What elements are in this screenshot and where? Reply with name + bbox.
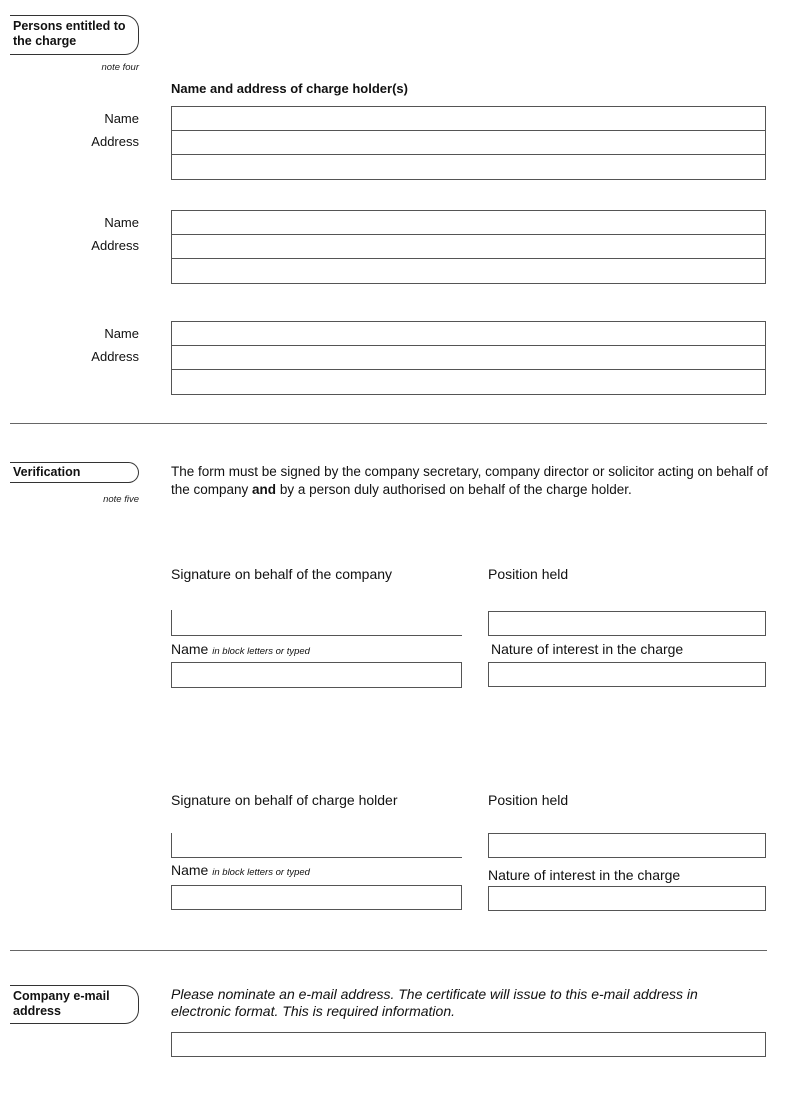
emphasis-and: and xyxy=(252,482,277,497)
section-divider-1 xyxy=(10,423,767,424)
verification-section-title: Verification xyxy=(13,465,81,479)
holder-name-hint: in block letters or typed xyxy=(212,867,310,878)
holder-1-address-field-1[interactable] xyxy=(171,130,766,155)
persons-section-title: Persons entitled to the charge xyxy=(13,19,126,48)
company-position-label: Position held xyxy=(488,566,569,582)
section-divider-2 xyxy=(10,950,767,951)
verification-instructions: The form must be signed by the company secretary, company director or solicitor acting on behalf of the company and by a person duly authorised on behalf of the charge holder. xyxy=(171,464,769,497)
holder-signature-label: Signature on behalf of charge holder xyxy=(171,792,398,808)
holder-1-name-field[interactable] xyxy=(171,106,766,131)
holder-2-address-label: Address xyxy=(91,238,139,253)
company-signature-label: Signature on behalf of the company xyxy=(171,566,393,582)
holder-1-address-field-2[interactable] xyxy=(171,154,766,180)
holder-3-name-field[interactable] xyxy=(171,321,766,346)
holder-name-label-wrap xyxy=(171,862,310,878)
holder-position-label: Position held xyxy=(488,792,569,808)
holder-2-name-field[interactable] xyxy=(171,210,766,235)
charge-holders-heading: Name and address of charge holder(s) xyxy=(171,81,408,96)
holder-2-address-field-2[interactable] xyxy=(171,258,766,284)
verification-section-tab xyxy=(10,462,139,483)
company-name-hint: in block letters or typed xyxy=(212,646,310,657)
holder-3-name-label: Name xyxy=(104,326,139,341)
verification-note: note five xyxy=(103,494,139,505)
email-instructions: Please nominate an e-mail address. The certificate will issue to this e-mail address in electronic format. This is required information. xyxy=(171,986,698,1019)
holder-interest-label: Nature of interest in the charge xyxy=(488,867,681,883)
email-section-title: Company e-mail address xyxy=(13,989,110,1018)
company-name-field[interactable] xyxy=(171,662,462,688)
company-interest-field[interactable] xyxy=(488,662,766,687)
holder-3-address-field-1[interactable] xyxy=(171,345,766,370)
holder-name-field[interactable] xyxy=(171,885,462,910)
holder-2-name-label: Name xyxy=(104,215,139,230)
company-name-label-wrap xyxy=(171,641,310,657)
persons-note: note four xyxy=(101,62,139,73)
holder-1-name-label: Name xyxy=(104,111,139,126)
holder-3-address-field-2[interactable] xyxy=(171,369,766,395)
holder-position-field[interactable] xyxy=(488,833,766,858)
company-signature-field[interactable] xyxy=(171,610,462,636)
persons-section-tab xyxy=(10,15,139,55)
email-section-tab xyxy=(10,985,139,1024)
email-field[interactable] xyxy=(171,1032,766,1057)
company-interest-label: Nature of interest in the charge xyxy=(491,641,684,657)
holder-interest-field[interactable] xyxy=(488,886,766,911)
company-position-field[interactable] xyxy=(488,611,766,636)
holder-3-address-label: Address xyxy=(91,349,139,364)
holder-1-address-label: Address xyxy=(91,134,139,149)
holder-name-label: Name xyxy=(171,862,209,878)
holder-signature-field[interactable] xyxy=(171,833,462,858)
holder-2-address-field-1[interactable] xyxy=(171,234,766,259)
company-name-label: Name xyxy=(171,641,209,657)
